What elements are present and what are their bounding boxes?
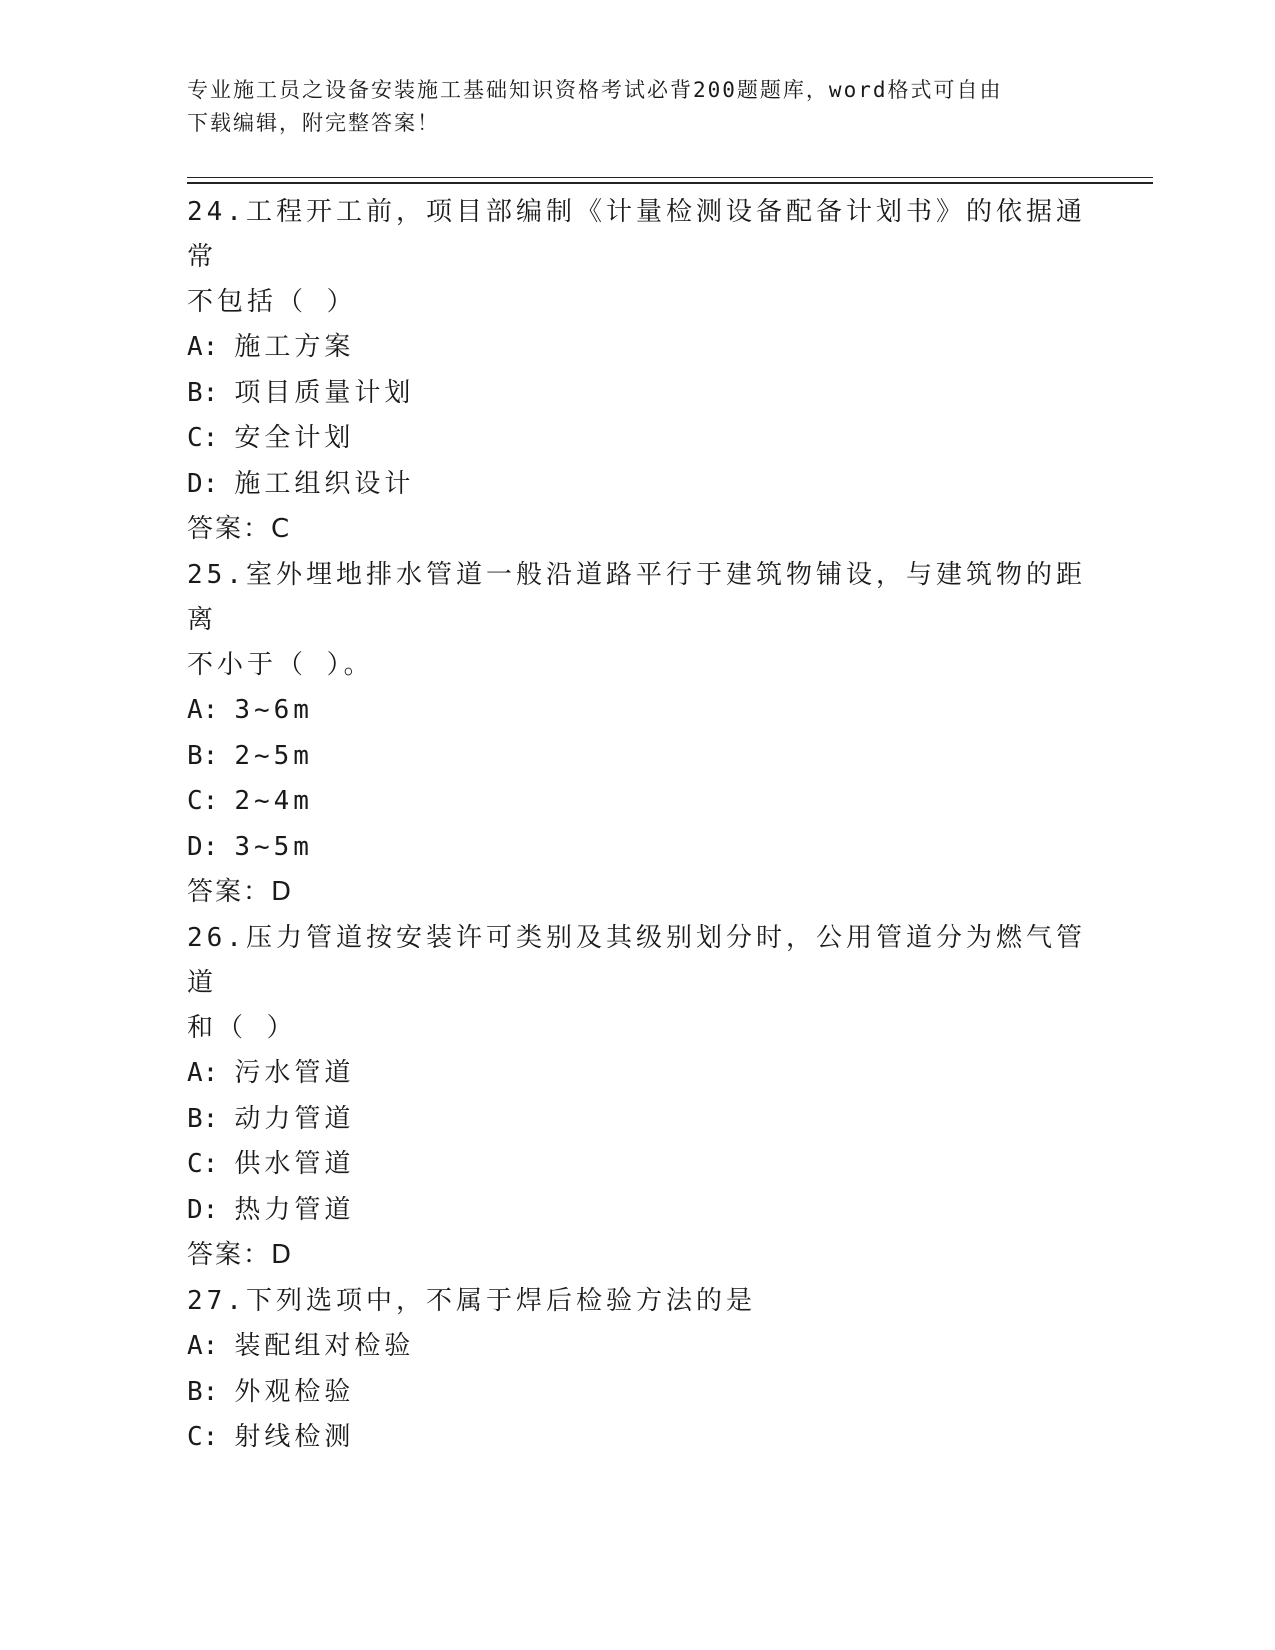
option-letter: C: xyxy=(187,1422,219,1452)
option-text: 污水管道 xyxy=(234,1058,355,1088)
header-divider-thick xyxy=(187,182,1153,184)
option-c xyxy=(187,1142,1087,1188)
question-26 xyxy=(187,916,1087,1278)
option-text: 施工方案 xyxy=(234,332,355,362)
option-letter: B: xyxy=(187,377,219,408)
option-text: 2~5m xyxy=(234,740,313,771)
option-text: 热力管道 xyxy=(234,1194,355,1225)
option-c xyxy=(187,1415,1087,1461)
question-stem: 24.工程开工前，项目部编制《计量检测设备配备计划书》的依据通常 xyxy=(187,197,1086,272)
answer-line: 答案：C xyxy=(187,514,292,544)
option-b xyxy=(187,1097,1087,1143)
option-text: 3~5m xyxy=(234,831,313,862)
option-text: 外观检验 xyxy=(234,1376,355,1407)
option-a xyxy=(187,688,1087,734)
option-letter: C: xyxy=(187,786,219,816)
option-text: 3~6m xyxy=(234,695,313,725)
option-text: 安全计划 xyxy=(234,423,355,453)
option-text: 项目质量计划 xyxy=(234,377,415,408)
option-letter: A: xyxy=(187,695,219,725)
answer-line: 答案：D xyxy=(187,1240,294,1270)
question-stem: 25.室外埋地排水管道一般沿道路平行于建筑物铺设，与建筑物的距离 xyxy=(187,560,1086,635)
option-text: 动力管道 xyxy=(234,1103,355,1134)
option-b xyxy=(187,734,1087,780)
option-text: 施工组织设计 xyxy=(234,468,415,499)
option-letter: D: xyxy=(187,831,219,862)
question-stem-continued: 不包括（ ） xyxy=(187,287,357,317)
option-c xyxy=(187,779,1087,825)
question-25 xyxy=(187,553,1087,915)
document-header xyxy=(187,74,1067,140)
question-stem: 27.下列选项中，不属于焊后检验方法的是 xyxy=(187,1286,756,1316)
question-stem: 26.压力管道按安装许可类别及其级别划分时，公用管道分为燃气管道 xyxy=(187,923,1086,998)
option-letter: B: xyxy=(187,1376,219,1407)
question-stem-continued: 不小于（ ）。 xyxy=(187,650,374,680)
header-line-1: 专业施工员之设备安装施工基础知识资格考试必背200题题库，word格式可自由 xyxy=(187,78,1003,102)
option-d xyxy=(187,1188,1087,1234)
option-letter: D: xyxy=(187,1194,219,1225)
option-text: 装配组对检验 xyxy=(234,1331,415,1361)
question-27 xyxy=(187,1279,1087,1461)
question-24 xyxy=(187,190,1087,552)
answer-line: 答案：D xyxy=(187,877,294,907)
option-c xyxy=(187,416,1087,462)
option-letter: A: xyxy=(187,1331,219,1361)
option-text: 射线检测 xyxy=(234,1422,355,1452)
option-d xyxy=(187,462,1087,508)
header-divider-thin xyxy=(187,177,1153,178)
option-letter: C: xyxy=(187,423,219,453)
option-letter: C: xyxy=(187,1149,219,1179)
option-d xyxy=(187,825,1087,871)
header-line-2: 下载编辑，附完整答案！ xyxy=(187,111,440,135)
option-text: 2~4m xyxy=(234,786,313,816)
option-letter: B: xyxy=(187,740,219,771)
option-letter: B: xyxy=(187,1103,219,1134)
option-a xyxy=(187,1051,1087,1097)
option-letter: D: xyxy=(187,468,219,499)
option-a xyxy=(187,325,1087,371)
option-letter: A: xyxy=(187,332,219,362)
option-b xyxy=(187,1370,1087,1416)
option-b xyxy=(187,371,1087,417)
option-a xyxy=(187,1324,1087,1370)
question-stem-continued: 和（ ） xyxy=(187,1013,297,1043)
option-text: 供水管道 xyxy=(234,1149,355,1179)
option-letter: A: xyxy=(187,1058,219,1088)
